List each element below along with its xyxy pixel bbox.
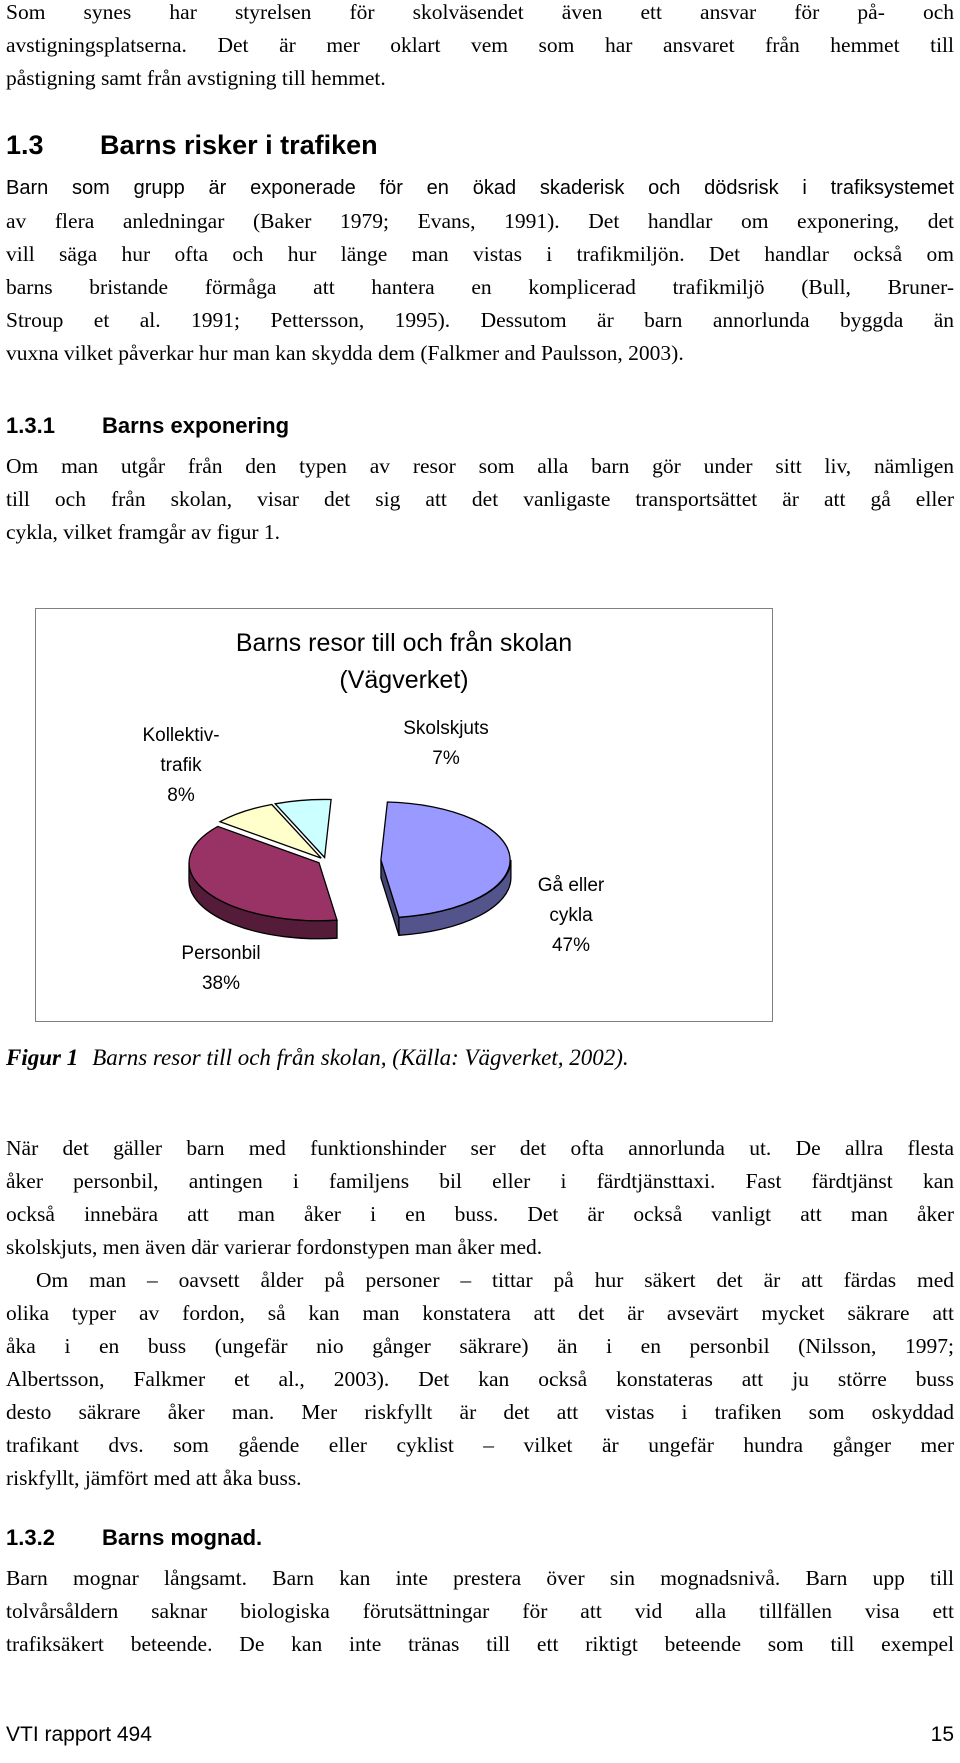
section-heading <box>6 130 378 161</box>
text-line: desto säkrare åker man. Mer riskfyllt är det att vistas i trafiken som oskyddad <box>6 1400 954 1424</box>
section-title: Barns risker i trafiken <box>100 130 378 160</box>
subsection-heading <box>6 1525 262 1551</box>
slice-label-line: 47% <box>551 935 591 956</box>
slice-label-personbil <box>166 939 276 999</box>
subsection-heading <box>6 413 289 439</box>
slice-label-skolskjuts <box>381 714 511 774</box>
text-line: vill säga hur ofta och hur länge man vistas i trafikmiljön. Det handlar också om <box>6 242 954 266</box>
text-line: Barn mognar långsamt. Barn kan inte prestera över sin mognadsnivå. Barn upp till <box>6 1566 954 1590</box>
text-line: barns bristande förmåga att hantera en komplicerad trafikmiljö (Bull, Bruner- <box>6 275 954 299</box>
text-line: Stroup et al. 1991; Pettersson, 1995). Dessutom är barn annorlunda byggda än <box>6 308 954 332</box>
text-line: påstigning samt från avstigning till hemmet. <box>6 66 386 90</box>
slice-label-line: 8% <box>167 785 195 806</box>
figure-number: Figur 1 <box>6 1045 79 1070</box>
section-1-3-paragraph <box>6 172 954 370</box>
text-line: tolvårsåldern saknar biologiska förutsättningar för att vid alla tillfällen visa ett <box>6 1599 954 1623</box>
figure-caption-text: Barns resor till och från skolan, (Källa: Vägverket, 2002). <box>92 1045 629 1070</box>
text-line: Barn som grupp är exponerade för en ökad skaderisk och dödsrisk i trafiksystemet <box>6 177 954 199</box>
text-line: riskfyllt, jämfört med att åka buss. <box>6 1466 302 1490</box>
text-line: åka i en buss (ungefär nio gånger säkrare) än i en personbil (Nilsson, 1997; <box>6 1334 954 1358</box>
text-line: vuxna vilket påverkar hur man kan skydda dem (Falkmer and Paulsson, 2003). <box>6 341 684 365</box>
text-line: Om man utgår från den typen av resor som alla barn gör under sitt liv, nämligen <box>6 454 954 478</box>
footer-report-name: VTI rapport 494 <box>6 1723 152 1746</box>
subsection-number: 1.3.2 <box>6 1525 55 1550</box>
text-line: till och från skolan, visar det sig att det vanligaste transportsättet är att gå eller <box>6 487 954 511</box>
chart-title-line: (Vägverket) <box>339 666 469 694</box>
text-line: olika typer av fordon, så kan man konstatera att det är avsevärt mycket säkrare att <box>6 1301 954 1325</box>
footer-page-number: 15 <box>930 1723 954 1746</box>
section-1-3-2-paragraph <box>6 1562 954 1661</box>
intro-paragraph <box>6 0 954 95</box>
slice-label-ga-eller-cykla <box>516 871 626 961</box>
text-line: trafikant dvs. som gående eller cyklist – vilket är ungefär hundra gånger mer <box>6 1433 954 1457</box>
slice-label-line: cykla <box>549 905 593 926</box>
subsection-number: 1.3.1 <box>6 413 55 438</box>
subsection-title: Barns mognad. <box>102 1525 263 1550</box>
slice-label-line: trafik <box>160 755 202 776</box>
text-line: cykla, vilket framgår av figur 1. <box>6 520 281 544</box>
section-1-3-1-paragraph <box>6 450 954 549</box>
slice-label-line: Gå eller <box>537 875 605 896</box>
text-line: trafiksäkert beteende. De kan inte tränas till ett riktigt beteende som till exempel <box>6 1632 954 1656</box>
pie-chart-figure <box>35 608 773 1022</box>
slice-label-kollektivtrafik <box>126 721 236 811</box>
slice-label-line: Kollektiv- <box>142 725 220 746</box>
pie-chart-svg <box>36 609 772 1021</box>
figure-caption <box>6 1045 629 1071</box>
slice-label-line: Skolskjuts <box>403 718 489 739</box>
section-number: 1.3 <box>6 130 44 160</box>
slice-label-line: 7% <box>432 748 460 769</box>
text-line: Albertsson, Falkmer et al., 2003). Det kan också konstateras att ju större buss <box>6 1367 954 1391</box>
text-line: När det gäller barn med funktionshinder ser det ofta annorlunda ut. De allra flesta <box>6 1136 954 1160</box>
text-line: Som synes har styrelsen för skolväsendet även ett ansvar för på- och <box>6 0 954 24</box>
text-line: av flera anledningar (Baker 1979; Evans, 1991). Det handlar om exponering, det <box>6 209 954 233</box>
chart-title-line: Barns resor till och från skolan <box>235 629 573 657</box>
subsection-title: Barns exponering <box>102 413 290 438</box>
paragraph-funktionshinder <box>6 1132 954 1264</box>
text-line: Om man – oavsett ålder på personer – tittar på hur säkert det är att färdas med <box>36 1268 954 1292</box>
text-line: avstigningsplatserna. Det är mer oklart vem som har ansvaret från hemmet till <box>6 33 954 57</box>
paragraph-safety <box>6 1264 954 1495</box>
slice-label-line: Personbil <box>181 943 261 964</box>
text-line: åker personbil, antingen i familjens bil eller i färdtjänsttaxi. Fast färdtjänst kan <box>6 1169 954 1193</box>
text-line: skolskjuts, men även där varierar fordonstypen man åker med. <box>6 1235 543 1259</box>
text-line: också innebära att man åker i en buss. Det är också vanligt att man åker <box>6 1202 954 1226</box>
slice-label-line: 38% <box>201 973 241 994</box>
